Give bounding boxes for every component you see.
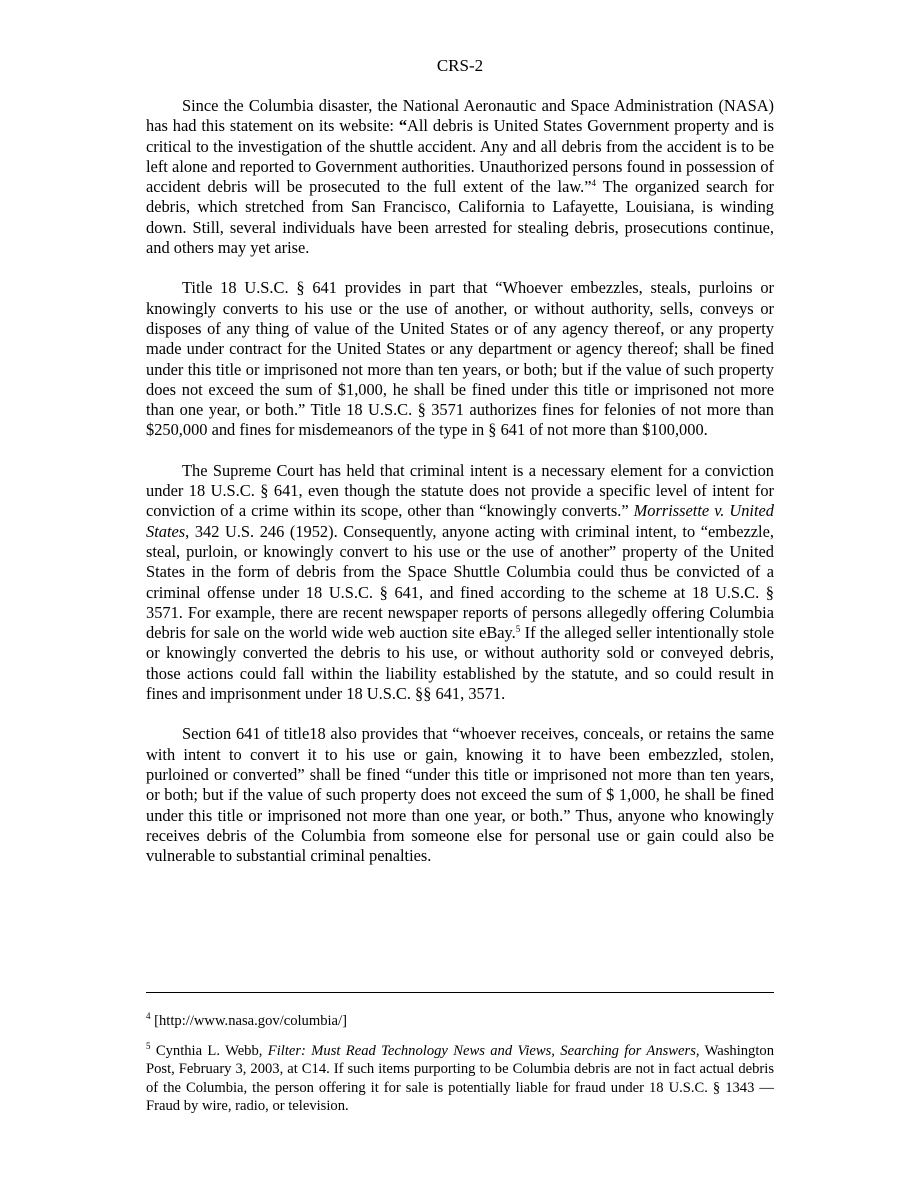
p3-text-a: The Supreme Court has held that criminal intent is a necessary element for a conviction under 18 U.S.C. § 641, even though the statute does not provide a specific level of intent for conviction of a crime within its scope, other than “knowingly converts.” — [146, 460, 774, 521]
p3-text-b: , 342 U.S. 246 (1952). Consequently, anyone acting with criminal intent, to “embezzle, steal, purloin, or knowingly convert to his use or the use of another” property of the United States in the form of debris from the Space Shuttle Columbia could thus be convicted of a criminal offense under 18 U.S.C. § 641, and fined according to the scheme at 18 U.S.C. § 3571. For example, there are recent newspaper reports of persons allegedly offering Columbia debris for sale on the world wide web auction site eBay. — [146, 521, 774, 643]
p1-text-a: Since the Columbia disaster, the National Aeronautic and Space Administration (NASA) has had this statement on its website: — [146, 96, 774, 136]
footnote-5-number: 5 — [146, 1040, 151, 1051]
footnote-4-text: [http://www.nasa.gov/columbia/] — [150, 1013, 347, 1029]
p3-text-c: If the alleged seller intentionally stole or knowingly converted the debris to his use, or without authority sold or conveyed debris, those actions could fall within the liability established by the statute, and so could result in fines and imprisonment under 18 U.S.C. §§ 641, 3571. — [146, 623, 774, 704]
footnote-5-article-title: Filter: Must Read Technology News and Views, Searching for Answers, — [267, 1042, 700, 1059]
p1-open-quote: “ — [398, 116, 408, 136]
footnotes — [146, 1012, 774, 1127]
paragraph-supreme-court — [146, 461, 774, 705]
footnote-ref-5: 5 — [515, 624, 521, 635]
footnote-5-text-b: Washington Post, February 3, 2003, at C14. If such items purporting to be Columbia debris are not in fact actual debris of the Columbia, the person offering it for sale is potentially liable for fraud under 18 U.S.C. § 1343 — Fraud by wire, radio, or television. — [146, 1042, 774, 1114]
footnote-4-number: 4 — [146, 1011, 151, 1021]
paragraph-section-641-receives: Section 641 of title18 also provides that “whoever receives, conceals, or retains the same with intent to convert it to his use or gain, knowing it to have been embezzled, stolen, purloined or converted” shall be fined “under this title or imprisoned not more than ten years, or both; but if the value of such property does not exceed the sum of $ 1,000, he shall be fined under this title or imprisoned not more than one year, or both.” Thus, anyone who knowingly receives debris of the Columbia from someone else for personal use or gain could also be vulnerable to substantial criminal penalties. — [146, 724, 774, 866]
p1-text-c: The organized search for debris, which stretched from San Francisco, California to Lafayette, Louisiana, is winding down. Still, several individuals have been arrested for stealing debris, prosecutions continue, and others may yet arise. — [146, 177, 774, 258]
p1-text-b: All debris is United States Government property and is critical to the investigation of the shuttle accident. Any and all debris from the accident is to be left alone and reported to Government authorities. Unauthorized persons found in possession of accident debris will be prosecuted to the full extent of the law.” — [146, 116, 774, 197]
footnote-5 — [146, 1042, 774, 1116]
footnote-5-text-a: Cynthia L. Webb, — [150, 1042, 268, 1059]
footnote-ref-4: 4 — [591, 178, 596, 189]
paragraph-nasa-statement — [146, 96, 774, 258]
case-name: Morrissette v. United States — [146, 501, 774, 541]
footnote-4 — [146, 1012, 774, 1031]
paragraph-title-18-641: Title 18 U.S.C. § 641 provides in part that “Whoever embezzles, steals, purloins or knowingly converts to his use or the use of another, or without authority, sells, conveys or disposes of any thing of value of the United States or of any agency thereof, or any property made under contract for the United States or any department or agency thereof; shall be fined under this title or imprisoned not more than ten years, or both; but if the value of such property does not exceed the sum of $1,000, he shall be fined under this title or imprisoned not more than one year, or both.” Title 18 U.S.C. § 3571 authorizes fines for felonies of not more than $250,000 and fines for misdemeanors of the type in § 641 of not more than $100,000. — [146, 278, 774, 440]
footnote-divider — [146, 992, 774, 993]
page-header: CRS-2 — [436, 56, 484, 75]
body-text — [146, 96, 774, 886]
